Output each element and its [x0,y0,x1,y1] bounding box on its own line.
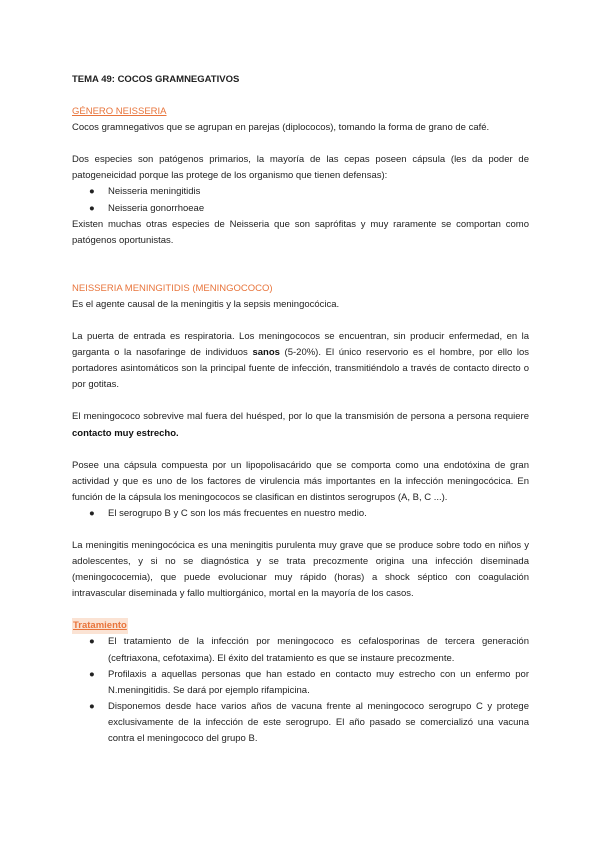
list-item: ● Profilaxis a aquellas personas que han estado en contacto muy estrecho con un enfermo por N.meningitidis. Se dará por ejemplo rifampicina. [89,668,529,696]
list-item: ● El serogrupo B y C son los más frecuentes en nuestro medio. [72,506,529,522]
list-item: ● Neisseria gonorrhoeae [72,201,529,217]
treatment-heading: Tratamiento [72,618,529,634]
section-heading-genero: GÉNERO NEISSERIA [72,106,167,118]
paragraph: Cocos gramnegativos que se agrupan en parejas (diplococos), tomando la forma de grano de café. [72,122,490,134]
paragraph: El meningococo sobrevive mal fuera del huésped, por lo que la transmisión de persona a persona requiere contacto muy estrecho. [72,411,529,439]
species-list [72,184,529,216]
bullet-icon: ● [89,668,95,680]
document-body [72,72,529,747]
bullet-icon: ● [89,202,95,214]
paragraph: Es el agente causal de la meningitis y la sepsis meningocócica. [72,298,340,310]
list-item: ● Neisseria meningitidis [72,184,529,200]
bullet-icon: ● [89,507,95,519]
section-heading-meningitidis: NEISSERIA MENINGITIDIS (MENINGOCOCO) [72,282,273,294]
paragraph: Posee una cápsula compuesta por un lipopolisacárido que se comporta como una endotóxina de gran actividad y que es uno de los factores de virulencia más importantes en la infección meningocócica. En función de la cápsula los meningococos se clasifican en distintos serogrupos (A, B, C ...). [72,459,529,503]
bullet-icon: ● [89,186,95,198]
bullet-icon: ● [89,700,95,712]
paragraph: Dos especies son patógenos primarios, la mayoría de las cepas poseen cápsula (les da poder de patogeneicidad porque las protege de los organismo que tienen defensas): [72,154,529,182]
paragraph: Existen muchas otras especies de Neisseria que son saprófitas y muy raramente se comportan como patógenos oportunistas. [72,218,529,246]
bullet-icon: ● [89,636,95,648]
page-title: TEMA 49: COCOS GRAMNEGATIVOS [72,74,240,85]
paragraph: La meningitis meningocócica es una meningitis purulenta muy grave que se produce sobre todo en niños y adolescentes, y si no se diagnóstica y se trata precozmente origina una infección diseminada (meningococemia), que puede evolucionar muy rápido (horas) a shock séptico con coagulación intravascular diseminada y fallo multiorgánico, mortal en la mayoría de los casos. [72,539,529,600]
list-item: ● Disponemos desde hace varios años de vacuna frente al meningococo serogrupo C y protege exclusivamente de la infección de este serogrupo. El año pasado se comercializó una vacuna contra el meningococo del grupo B. [89,700,529,744]
serogroup-list [72,506,529,522]
list-item: ● El tratamiento de la infección por meningococo es cefalosporinas de tercera generación (ceftriaxona, cefotaxima). El éxito del tratamiento es que se instaure precozmente. [89,636,529,664]
treatment-list [72,634,529,747]
paragraph: La puerta de entrada es respiratoria. Los meningococos se encuentran, sin producir enfermedad, en la garganta o la nasofaringe de individuos sanos (5-20%). El único reservorio es el hombre, por ello los portadores asintomáticos son la principal fuente de infección, transmitiéndolo a través de contacto directo o por gotitas. [72,331,530,391]
